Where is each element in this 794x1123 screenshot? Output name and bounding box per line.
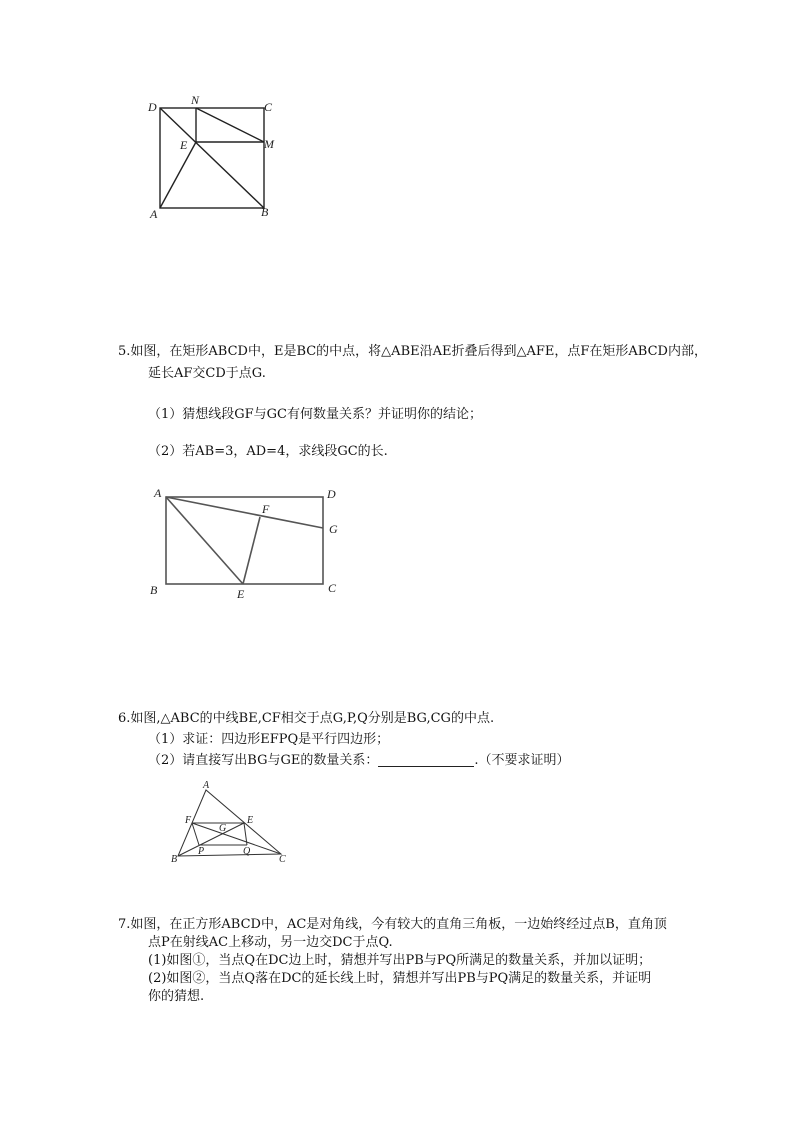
problem7-part2-cont: 你的猜想. [148,989,205,1004]
label-q: Q [243,846,251,857]
label-e: E [237,587,245,601]
median-be [178,823,244,856]
label-m: M [264,137,274,151]
answer-blank[interactable] [378,753,474,767]
problem5-line2: 延长AF交CD于点G. [148,366,266,381]
label-e: E [180,138,188,152]
label-f: F [185,815,192,826]
segment-ae [160,142,196,208]
label-b: B [261,205,269,219]
median-cf [192,823,281,854]
problem7-line2: 点P在射线AC上移动，另一边交DC于点Q. [148,935,393,950]
problem6-part2-note: .（不要求证明） [474,753,570,768]
problem6-line1: 6.如图,△ABC的中线BE,CF相交于点G,P,Q分别是BG,CG的中点. [118,711,495,726]
segment-nm [196,108,264,142]
label-b: B [171,854,178,865]
label-c: C [264,100,273,114]
label-c: C [328,581,337,595]
problem5-part1: （1）猜想线段GF与GC有何数量关系？并证明你的结论； [148,407,483,422]
label-f: F [262,502,270,516]
label-g: G [329,522,338,536]
problem7-line1: 7.如图，在正方形ABCD中，AC是对角线，今有较大的直角三角板，一边始终经过点B，直角顶 [118,917,667,932]
segment-ef [243,517,260,584]
label-p: P [198,846,205,857]
label-n: N [191,93,200,107]
diagonal-db [160,108,264,208]
label-a: A [150,207,158,221]
problem6-part2-text: （2）请直接写出BG与GE的数量关系： [148,753,379,768]
label-a: A [203,780,210,791]
figure-square-nem [140,92,290,227]
label-b: B [150,583,158,597]
problem5-line1: 5.如图，在矩形ABCD中，E是BC的中点，将△ABE沿AE折叠后得到△AFE，点F在矩形ABCD内部， [118,344,707,359]
figure-triangle-medians [168,778,293,866]
problem7-part1: (1)如图①，当点Q在DC边上时，猜想并写出PB与PQ所满足的数量关系，并加以证明； [148,953,652,968]
label-g: G [219,823,227,834]
problem5-part2: （2）若AB=3，AD=4，求线段GC的长. [148,444,388,459]
figure-rectangle-fold [142,484,352,604]
segment-fp [192,823,199,845]
rectangle-abcd [166,497,323,584]
label-e: E [247,815,254,826]
label-a: A [154,486,162,500]
problem6-part2 [148,752,569,770]
problem6-part1: （1）求证：四边形EFPQ是平行四边形； [148,732,390,747]
label-d: D [148,100,157,114]
problem7-part2: (2)如图②，当点Q落在DC的延长线上时，猜想并写出PB与PQ满足的数量关系，并证明 [148,971,652,986]
label-d: D [327,487,336,501]
label-c: C [279,854,286,865]
